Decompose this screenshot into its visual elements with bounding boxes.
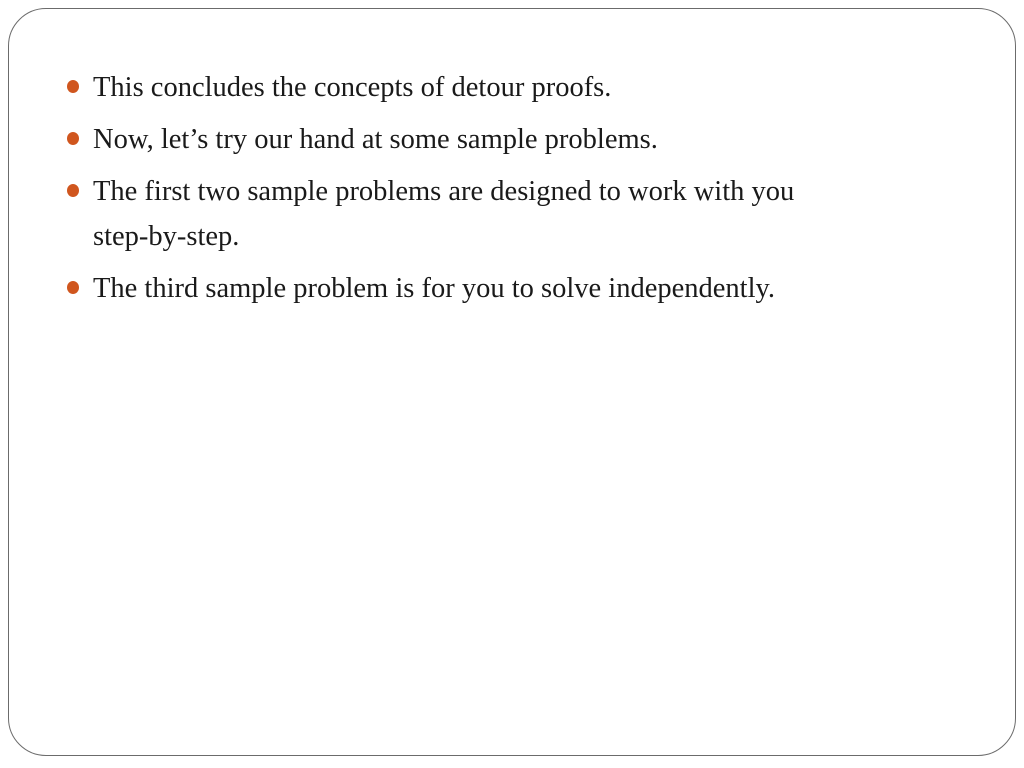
bullet-dot-icon (67, 281, 79, 294)
bullet-item (67, 169, 807, 259)
bullet-dot-icon (67, 132, 79, 145)
bullet-dot-icon (67, 80, 79, 93)
bullet-list (67, 65, 807, 318)
bullet-text: Now, let’s try our hand at some sample problems. (93, 124, 658, 155)
bullet-dot-icon (67, 184, 79, 197)
bullet-item (67, 266, 807, 311)
bullet-text: This concludes the concepts of detour proofs. (93, 72, 612, 103)
bullet-item (67, 65, 807, 110)
slide-frame (8, 8, 1016, 756)
bullet-text: The third sample problem is for you to solve independently. (93, 273, 776, 304)
bullet-item (67, 117, 807, 162)
bullet-text: The first two sample problems are designed to work with you step-by-step. (93, 176, 795, 252)
